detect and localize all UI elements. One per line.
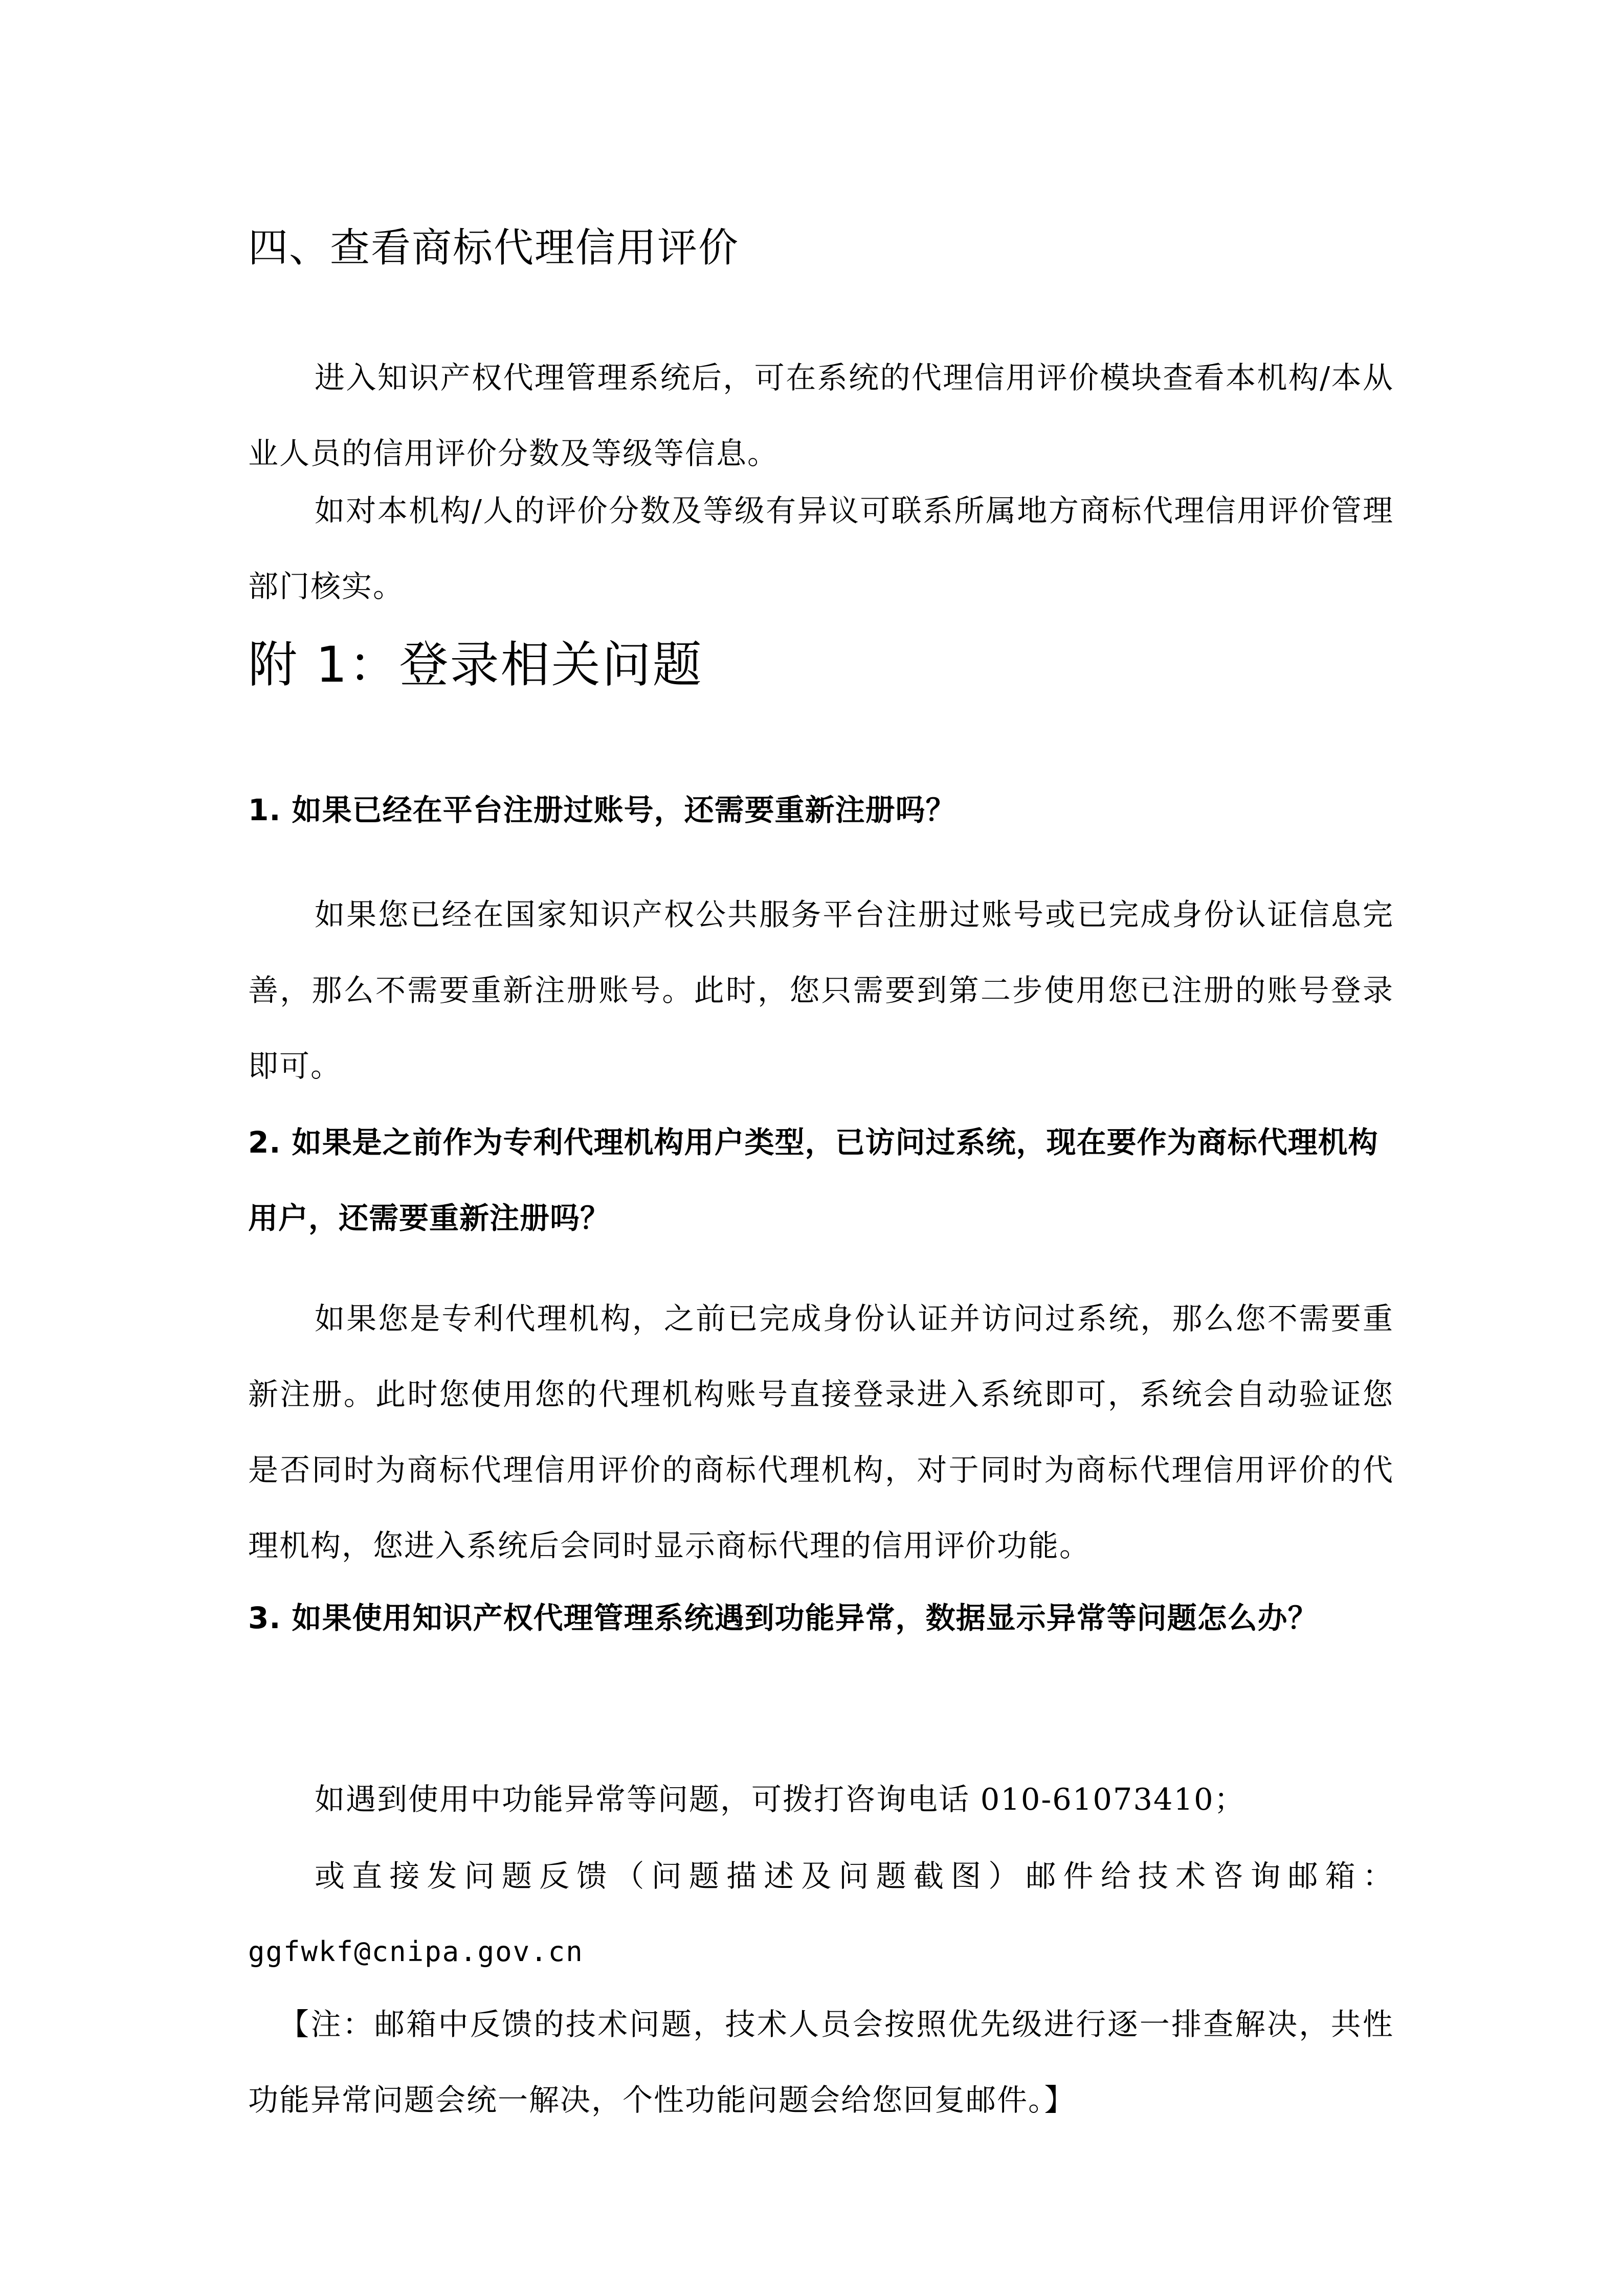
answer-2: 如果您是专利代理机构，之前已完成身份认证并访问过系统，那么您不需要重新注册。此时您使用您的代理机构账号直接登录进入系统即可，系统会自动验证您是否同时为商标代理信用评价的商标代理机构，对于同时为商标代理信用评价的代理机构，您进入系统后会同时显示商标代理的信用评价功能。 [248,1301,1394,1563]
answer-3-note: 【注：邮箱中反馈的技术问题，技术人员会按照优先级进行逐一排查解决，共性功能异常问题会统一解决，个性功能问题会给您回复邮件。】 [248,2007,1394,2118]
question-1: 1. 如果已经在平台注册过账号，还需要重新注册吗？ [248,793,956,827]
section-4-heading: 四、查看商标代理信用评价 [248,225,740,271]
support-email-address: ggfwkf@cnipa.gov.cn [248,1935,584,1968]
appendix-1-heading: 附 1：登录相关问题 [248,636,703,693]
answer-1: 如果您已经在国家知识产权公共服务平台注册过账号或已完成身份认证信息完善，那么不需要重新注册账号。此时，您只需要到第二步使用您已注册的账号登录即可。 [248,897,1394,1084]
section-4-paragraph-1: 进入知识产权代理管理系统后，可在系统的代理信用评价模块查看本机构/本从业人员的信用评价分数及等级等信息。 [248,360,1394,471]
section-4-paragraph-2: 如对本机构/人的评价分数及等级有异议可联系所属地方商标代理信用评价管理部门核实。 [248,493,1394,604]
question-2: 2. 如果是之前作为专利代理机构用户类型，已访问过系统，现在要作为商标代理机构用户，还需要重新注册吗？ [248,1125,1378,1235]
answer-3-email-text: 或直接发问题反馈（问题描述及问题截图）邮件给技术咨询邮箱： [315,1858,1394,1894]
answer-3-phone: 如遇到使用中功能异常等问题，可拨打咨询电话 010-61073410； [315,1782,1245,1817]
question-3: 3. 如果使用知识产权代理管理系统遇到功能异常，数据显示异常等问题怎么办？ [248,1601,1318,1635]
